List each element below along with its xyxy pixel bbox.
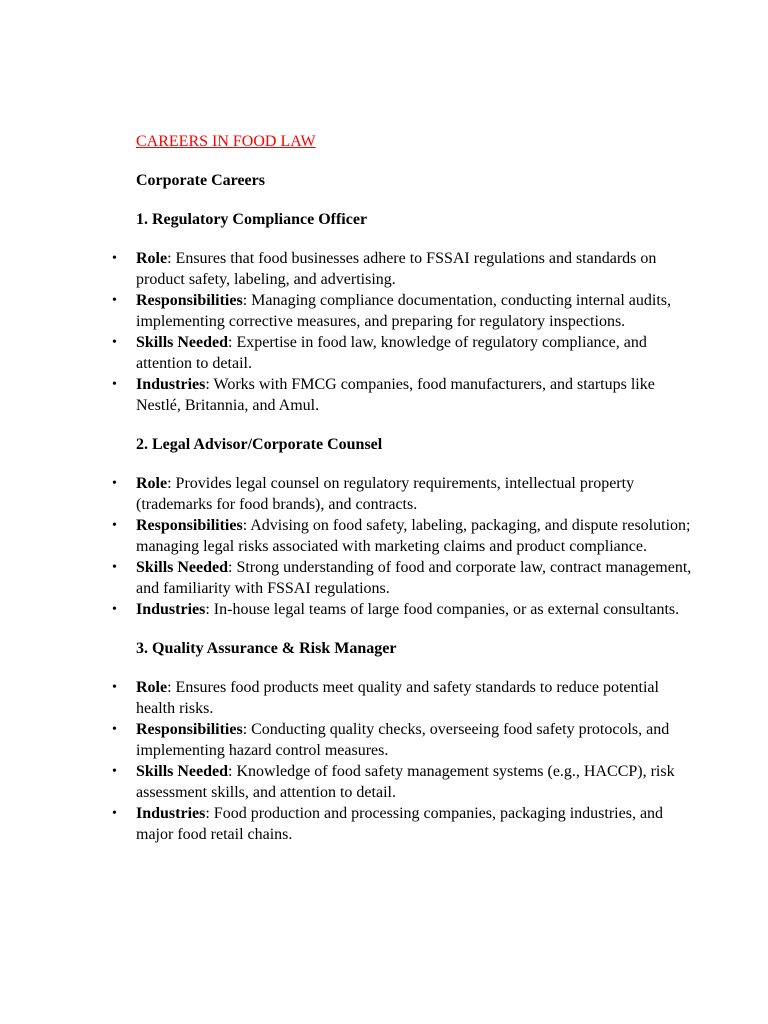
bullet-icon: • [112, 680, 117, 695]
list-item [112, 557, 696, 599]
list-item [112, 374, 696, 416]
item-text: : Expertise in food law, knowledge of regulatory compliance, and attention to detail. [136, 334, 647, 372]
bullet-icon: • [112, 722, 117, 737]
item-term: Industries [136, 805, 206, 822]
item-term: Role [136, 679, 168, 696]
item-text: : Works with FMCG companies, food manufacturers, and startups like Nestlé, Britannia, and Amul. [136, 376, 655, 414]
career-details-list [112, 473, 696, 620]
bullet-icon: • [112, 764, 117, 779]
list-item [112, 719, 696, 761]
item-text: : Ensures food products meet quality and safety standards to reduce potential health risks. [136, 679, 659, 717]
item-text: : Managing compliance documentation, conducting internal audits, implementing corrective measures, and preparing for regulatory inspections. [136, 292, 672, 330]
item-term: Skills Needed [136, 763, 229, 780]
career-details-list [112, 677, 696, 845]
list-item [112, 332, 696, 374]
bullet-icon: • [112, 518, 117, 533]
item-text: : Food production and processing companies, packaging industries, and major food retail chains. [136, 805, 664, 843]
item-text: : Conducting quality checks, overseeing food safety protocols, and implementing hazard control measures. [136, 721, 670, 759]
list-item [112, 677, 696, 719]
bullet-icon: • [112, 335, 117, 350]
bullet-icon: • [112, 476, 117, 491]
item-term: Industries [136, 601, 206, 618]
career-details-list [112, 248, 696, 416]
item-term: Skills Needed [136, 559, 229, 576]
list-item [112, 290, 696, 332]
item-term: Responsibilities [136, 721, 243, 738]
item-text: : Knowledge of food safety management systems (e.g., HACCP), risk assessment skills, and attention to detail. [136, 763, 675, 801]
list-item [112, 473, 696, 515]
career-heading: 2. Legal Advisor/Corporate Counsel [136, 436, 383, 453]
list-item [112, 599, 696, 620]
item-term: Skills Needed [136, 334, 229, 351]
item-term: Role [136, 250, 168, 267]
document-title: CAREERS IN FOOD LAW [136, 133, 316, 150]
bullet-icon: • [112, 293, 117, 308]
bullet-icon: • [112, 560, 117, 575]
list-item [112, 761, 696, 803]
item-text: : Strong understanding of food and corporate law, contract management, and familiarity with FSSAI regulations. [136, 559, 692, 597]
bullet-icon: • [112, 251, 117, 266]
list-item [112, 803, 696, 845]
bullet-icon: • [112, 602, 117, 617]
item-text: : In-house legal teams of large food companies, or as external consultants. [205, 601, 680, 618]
item-term: Responsibilities [136, 292, 243, 309]
item-term: Role [136, 475, 168, 492]
item-text: : Ensures that food businesses adhere to FSSAI regulations and standards on product safety, labeling, and advertising. [136, 250, 657, 288]
list-item [112, 248, 696, 290]
item-text: : Provides legal counsel on regulatory requirements, intellectual property (trademarks for food brands), and contracts. [136, 475, 635, 513]
career-heading: 3. Quality Assurance & Risk Manager [136, 640, 397, 657]
item-term: Industries [136, 376, 206, 393]
career-heading: 1. Regulatory Compliance Officer [136, 211, 368, 228]
document-body [112, 131, 696, 863]
bullet-icon: • [112, 377, 117, 392]
item-term: Responsibilities [136, 517, 243, 534]
section-heading: Corporate Careers [136, 172, 265, 189]
item-text: : Advising on food safety, labeling, packaging, and dispute resolution; managing legal risks associated with marketing claims and product compliance. [136, 517, 691, 555]
list-item [112, 515, 696, 557]
bullet-icon: • [112, 806, 117, 821]
